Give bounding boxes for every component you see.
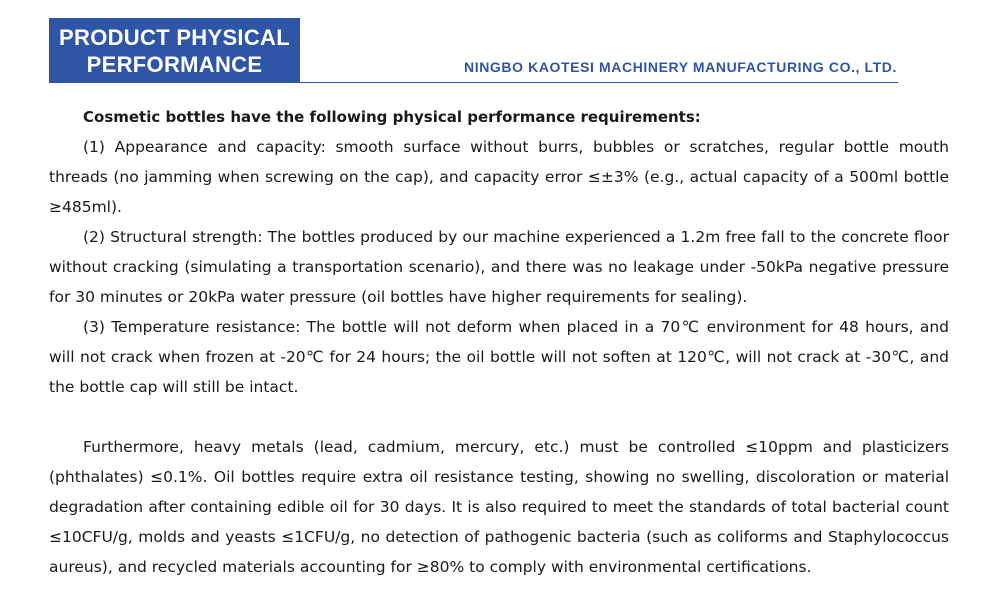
section-title-box bbox=[49, 18, 300, 83]
requirement-appearance: (1) Appearance and capacity: smooth surface without burrs, bubbles or scratches, regular bottle mouth threads (no jamming when screwing on the cap), and capacity error ≤±3% (e.g., actual capacity of a 500ml bottle ≥485ml). bbox=[49, 138, 949, 216]
requirement-temperature: (3) Temperature resistance: The bottle will not deform when placed in a 70℃ environment for 48 hours, and will not crack when frozen at -20℃ for 24 hours; the oil bottle will not soften at 120℃, will not crack at -30℃, and the bottle cap will still be intact. bbox=[49, 318, 949, 396]
document-body bbox=[49, 102, 949, 582]
requirement-structural: (2) Structural strength: The bottles produced by our machine experienced a 1.2m free fall to the concrete floor without cracking (simulating a transportation scenario), and there was no leakage under -50kPa negative pressure for 30 minutes or 20kPa water pressure (oil bottles have higher requirements for sealing). bbox=[49, 228, 949, 306]
section-title-line1: PRODUCT PHYSICAL bbox=[59, 24, 290, 50]
paragraph-spacer bbox=[49, 402, 949, 432]
header-divider bbox=[300, 82, 898, 83]
section-title-line2: PERFORMANCE bbox=[86, 51, 263, 77]
additional-requirements: Furthermore, heavy metals (lead, cadmium, mercury, etc.) must be controlled ≤10ppm and plasticizers (phthalates) ≤0.1%. Oil bottles require extra oil resistance testing, showing no swelling, discoloration or material degradation after containing edible oil for 30 days. It is also required to meet the standards of total bacterial count ≤10CFU/g, molds and yeasts ≤1CFU/g, no detection of pathogenic bacteria (such as coliforms and Staphylococcus aureus), and recycled materials accounting for ≥80% to comply with environmental certifications. bbox=[49, 438, 949, 576]
intro-heading: Cosmetic bottles have the following physical performance requirements: bbox=[83, 108, 701, 126]
company-name: NINGBO KAOTESI MACHINERY MANUFACTURING CO., LTD. bbox=[464, 59, 897, 75]
